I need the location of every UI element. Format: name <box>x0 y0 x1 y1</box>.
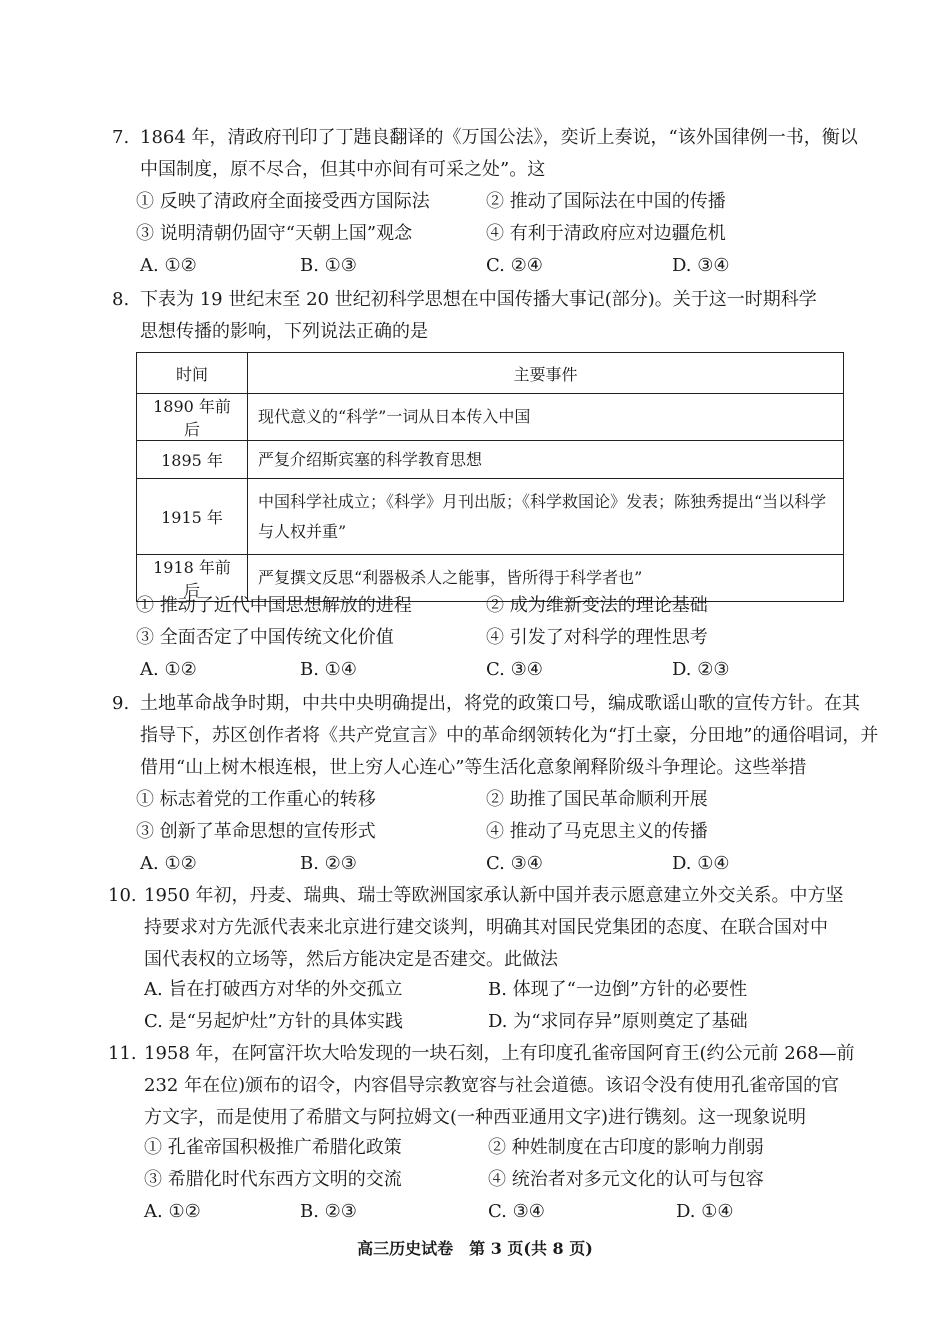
statement-4: ④ 有利于清政府应对边疆危机 <box>486 223 726 244</box>
statement-4: ④ 引发了对科学的理性思考 <box>486 627 708 648</box>
question-stem <box>112 286 817 314</box>
statement-2: ② 种姓制度在古印度的影响力削弱 <box>488 1137 764 1158</box>
statement-3: ③ 说明清朝仍固守“天朝上国”观念 <box>136 223 413 244</box>
stem-line: 指导下，苏区创作者将《共产党宣言》中的革命纲领转化为“打土豪，分田地”的通俗唱词，并 <box>140 725 879 746</box>
question-number: 10. <box>108 885 137 906</box>
column-header-event: 主要事件 <box>248 353 844 394</box>
choice-a: A. ①② <box>140 255 197 276</box>
question-number: 8. <box>112 289 130 310</box>
statement-3: ③ 希腊化时代东西方文明的交流 <box>144 1169 402 1190</box>
cell-event: 现代意义的“科学”一词从日本传入中国 <box>248 394 844 441</box>
cell-time: 1890 年前后 <box>137 394 248 441</box>
question-number: 9. <box>112 693 130 714</box>
statement-3: ③ 创新了革命思想的宣传形式 <box>136 821 376 842</box>
table-row <box>137 479 844 555</box>
choice-b: B. ②③ <box>300 1201 357 1222</box>
column-header-time: 时间 <box>137 353 248 394</box>
table-row <box>137 441 844 479</box>
question-stem <box>108 1040 855 1068</box>
choice-c: C. 是“另起炉灶”方针的具体实践 <box>144 1011 403 1032</box>
cell-time: 1915 年 <box>137 479 248 555</box>
choice-b: B. 体现了“一边倒”方针的必要性 <box>488 979 748 1000</box>
choice-d: D. ①④ <box>676 1201 734 1222</box>
cell-event: 严复介绍斯宾塞的科学教育思想 <box>248 441 844 479</box>
table-row <box>137 394 844 441</box>
stem-line: 国代表权的立场等，然后方能决定是否建交。此做法 <box>144 949 558 970</box>
choice-c: C. ②④ <box>486 255 543 276</box>
statement-2: ② 成为维新变法的理论基础 <box>486 595 708 616</box>
choice-a: A. ①② <box>140 659 197 680</box>
stem-line: 土地革命战争时期，中共中央明确提出，将党的政策口号，编成歌谣山歌的宣传方针。在其 <box>140 693 860 714</box>
choice-a: A. ①② <box>144 1201 201 1222</box>
cell-time: 1895 年 <box>137 441 248 479</box>
stem-line: 借用“山上树木根连根，世上穷人心连心”等生活化意象阐释阶级斗争理论。这些举措 <box>140 757 807 778</box>
choice-a: A. 旨在打破西方对华的外交孤立 <box>144 979 403 1000</box>
question-stem <box>108 882 844 910</box>
page-footer: 高三历史试卷 第 3 页(共 8 页) <box>357 1239 593 1258</box>
statement-4: ④ 推动了马克思主义的传播 <box>486 821 708 842</box>
statement-4: ④ 统治者对多元文化的认可与包容 <box>488 1169 764 1190</box>
choice-a: A. ①② <box>140 853 197 874</box>
statement-2: ② 推动了国际法在中国的传播 <box>486 191 726 212</box>
cell-event: 严复撰文反思“利器极杀人之能事，皆所得于科学者也” <box>248 555 844 602</box>
choice-b: B. ①③ <box>300 255 357 276</box>
choice-c: C. ③④ <box>486 659 543 680</box>
stem-line: 思想传播的影响，下列说法正确的是 <box>140 321 428 342</box>
choice-c: C. ③④ <box>488 1201 545 1222</box>
cell-time: 1918 年前后 <box>137 555 248 602</box>
choice-d: D. 为“求同存异”原则奠定了基础 <box>488 1011 748 1032</box>
question-stem <box>112 690 860 718</box>
choice-d: D. ②③ <box>672 659 730 680</box>
table-header-row <box>137 353 844 394</box>
stem-line: 1950 年初，丹麦、瑞典、瑞士等欧洲国家承认新中国并表示愿意建立外交关系。中方坚 <box>144 885 844 906</box>
choice-d: D. ①④ <box>672 853 730 874</box>
question-number: 7. <box>112 127 130 148</box>
statement-2: ② 助推了国民革命顺利开展 <box>486 789 708 810</box>
stem-line: 1864 年，清政府刊印了丁韪良翻译的《万国公法》，奕䜣上奏说，“该外国律例一书，衡以 <box>140 127 858 148</box>
events-table <box>136 352 844 602</box>
stem-line: 方文字，而是使用了希腊文与阿拉姆文(一种西亚通用文字)进行镌刻。这一现象说明 <box>144 1107 807 1128</box>
stem-line: 1958 年，在阿富汗坎大哈发现的一块石刻，上有印度孔雀帝国阿育王(约公元前 268—前 <box>144 1043 855 1064</box>
statement-3: ③ 全面否定了中国传统文化价值 <box>136 627 394 648</box>
question-stem <box>112 124 858 152</box>
statement-1: ① 孔雀帝国积极推广希腊化政策 <box>144 1137 402 1158</box>
statement-1: ① 标志着党的工作重心的转移 <box>136 789 376 810</box>
choice-b: B. ②③ <box>300 853 357 874</box>
choice-b: B. ①④ <box>300 659 357 680</box>
statement-1: ① 反映了清政府全面接受西方国际法 <box>136 191 430 212</box>
stem-line: 持要求对方先派代表来北京进行建交谈判，明确其对国民党集团的态度、在联合国对中 <box>144 917 828 938</box>
cell-event: 中国科学社成立；《科学》月刊出版；《科学救国论》发表；陈独秀提出“当以科学与人权并重” <box>248 479 844 555</box>
choice-c: C. ③④ <box>486 853 543 874</box>
choice-d: D. ③④ <box>672 255 730 276</box>
stem-line: 中国制度，原不尽合，但其中亦间有可采之处”。这 <box>140 159 546 180</box>
stem-line: 下表为 19 世纪末至 20 世纪初科学思想在中国传播大事记(部分)。关于这一时期科学 <box>140 289 817 310</box>
question-number: 11. <box>108 1043 137 1064</box>
statement-1: ① 推动了近代中国思想解放的进程 <box>136 595 412 616</box>
stem-line: 232 年在位)颁布的诏令，内容倡导宗教宽容与社会道德。该诏令没有使用孔雀帝国的官 <box>144 1075 840 1096</box>
